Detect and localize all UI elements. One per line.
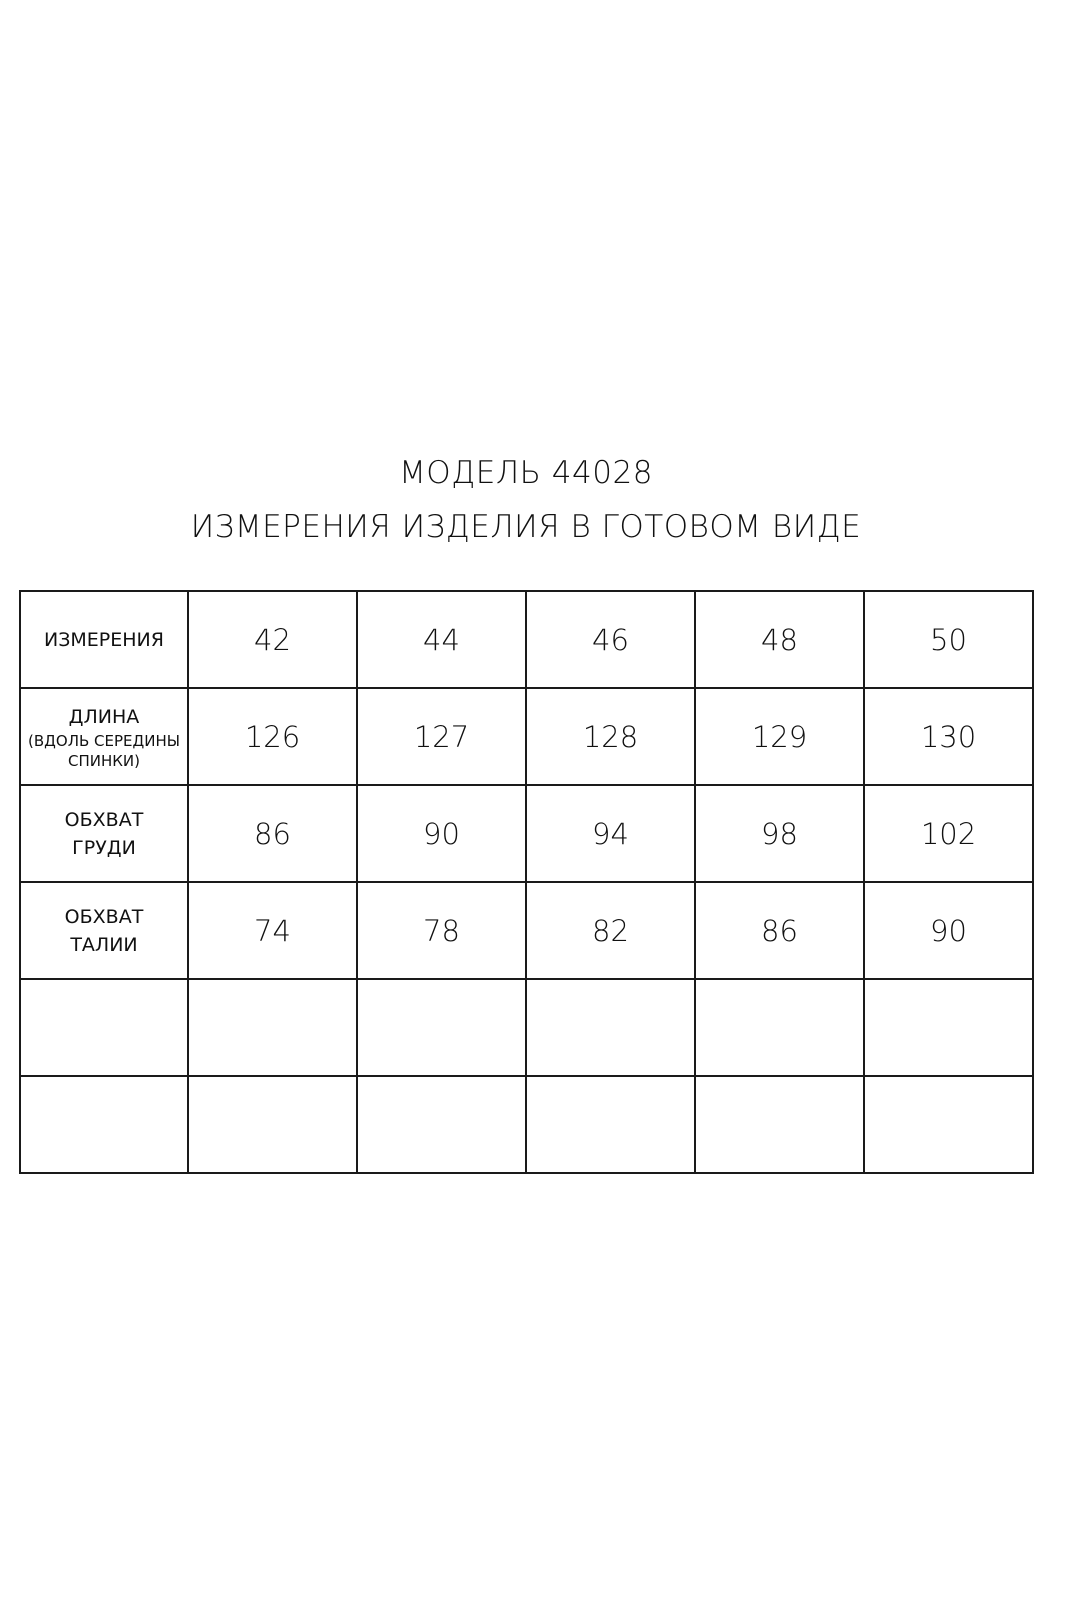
header-label: ИЗМЕРЕНИЯ <box>44 628 164 651</box>
value-cell <box>188 785 357 882</box>
row-label: ОБХВАТ ТАЛИИ <box>64 905 144 956</box>
row-label-cell <box>20 688 188 785</box>
row-label-cell <box>20 882 188 979</box>
measurement-value: 128 <box>582 719 639 754</box>
size-table <box>19 590 1034 1174</box>
size-header-cell <box>526 591 695 688</box>
size-header: 42 <box>254 622 291 657</box>
value-cell <box>526 785 695 882</box>
table-row-chest <box>20 785 1033 882</box>
measurement-value: 127 <box>413 719 470 754</box>
size-header-cell <box>357 591 526 688</box>
size-header-cell <box>188 591 357 688</box>
table-row-length <box>20 688 1033 785</box>
size-header: 46 <box>592 622 629 657</box>
value-cell <box>695 882 864 979</box>
model-title: МОДЕЛЬ 44028 <box>399 455 653 491</box>
measurement-value: 129 <box>751 719 808 754</box>
measurement-value: 74 <box>254 913 291 948</box>
measurement-value: 94 <box>592 816 629 851</box>
header-label-cell <box>20 591 188 688</box>
value-cell <box>188 688 357 785</box>
size-header: 50 <box>930 622 967 657</box>
measurement-value: 82 <box>592 913 629 948</box>
title-block <box>0 446 1052 554</box>
size-header-cell <box>695 591 864 688</box>
size-header: 48 <box>761 622 798 657</box>
value-cell <box>526 882 695 979</box>
measurement-value: 98 <box>761 816 798 851</box>
measurement-value: 126 <box>244 719 301 754</box>
measurement-value: 90 <box>423 816 460 851</box>
empty-cell <box>20 1076 188 1173</box>
size-header-cell <box>864 591 1033 688</box>
row-label: ОБХВАТ ГРУДИ <box>64 808 144 859</box>
value-cell <box>357 785 526 882</box>
size-header: 44 <box>423 622 460 657</box>
table-row-empty <box>20 1076 1033 1173</box>
row-sublabel: (ВДОЛЬ СЕРЕДИНЫ СПИНКИ) <box>28 731 180 770</box>
empty-cell <box>526 979 695 1076</box>
header-row <box>20 591 1033 688</box>
value-cell <box>864 688 1033 785</box>
empty-cell <box>695 1076 864 1173</box>
value-cell <box>864 882 1033 979</box>
value-cell <box>695 785 864 882</box>
measurement-value: 78 <box>423 913 460 948</box>
empty-cell <box>864 1076 1033 1173</box>
measurement-value: 86 <box>254 816 291 851</box>
empty-cell <box>864 979 1033 1076</box>
page-subtitle: ИЗМЕРЕНИЯ ИЗДЕЛИЯ В ГОТОВОМ ВИДЕ <box>190 509 862 545</box>
value-cell <box>864 785 1033 882</box>
measurement-value: 130 <box>920 719 977 754</box>
value-cell <box>188 882 357 979</box>
value-cell <box>357 688 526 785</box>
row-label: ДЛИНА <box>68 705 140 728</box>
row-label-cell <box>20 785 188 882</box>
empty-cell <box>188 1076 357 1173</box>
value-cell <box>695 688 864 785</box>
measurement-value: 102 <box>920 816 977 851</box>
empty-cell <box>695 979 864 1076</box>
value-cell <box>357 882 526 979</box>
table-row-waist <box>20 882 1033 979</box>
measurement-value: 90 <box>930 913 967 948</box>
empty-cell <box>526 1076 695 1173</box>
table-row-empty <box>20 979 1033 1076</box>
measurement-value: 86 <box>761 913 798 948</box>
empty-cell <box>188 979 357 1076</box>
empty-cell <box>357 1076 526 1173</box>
value-cell <box>526 688 695 785</box>
empty-cell <box>357 979 526 1076</box>
empty-cell <box>20 979 188 1076</box>
